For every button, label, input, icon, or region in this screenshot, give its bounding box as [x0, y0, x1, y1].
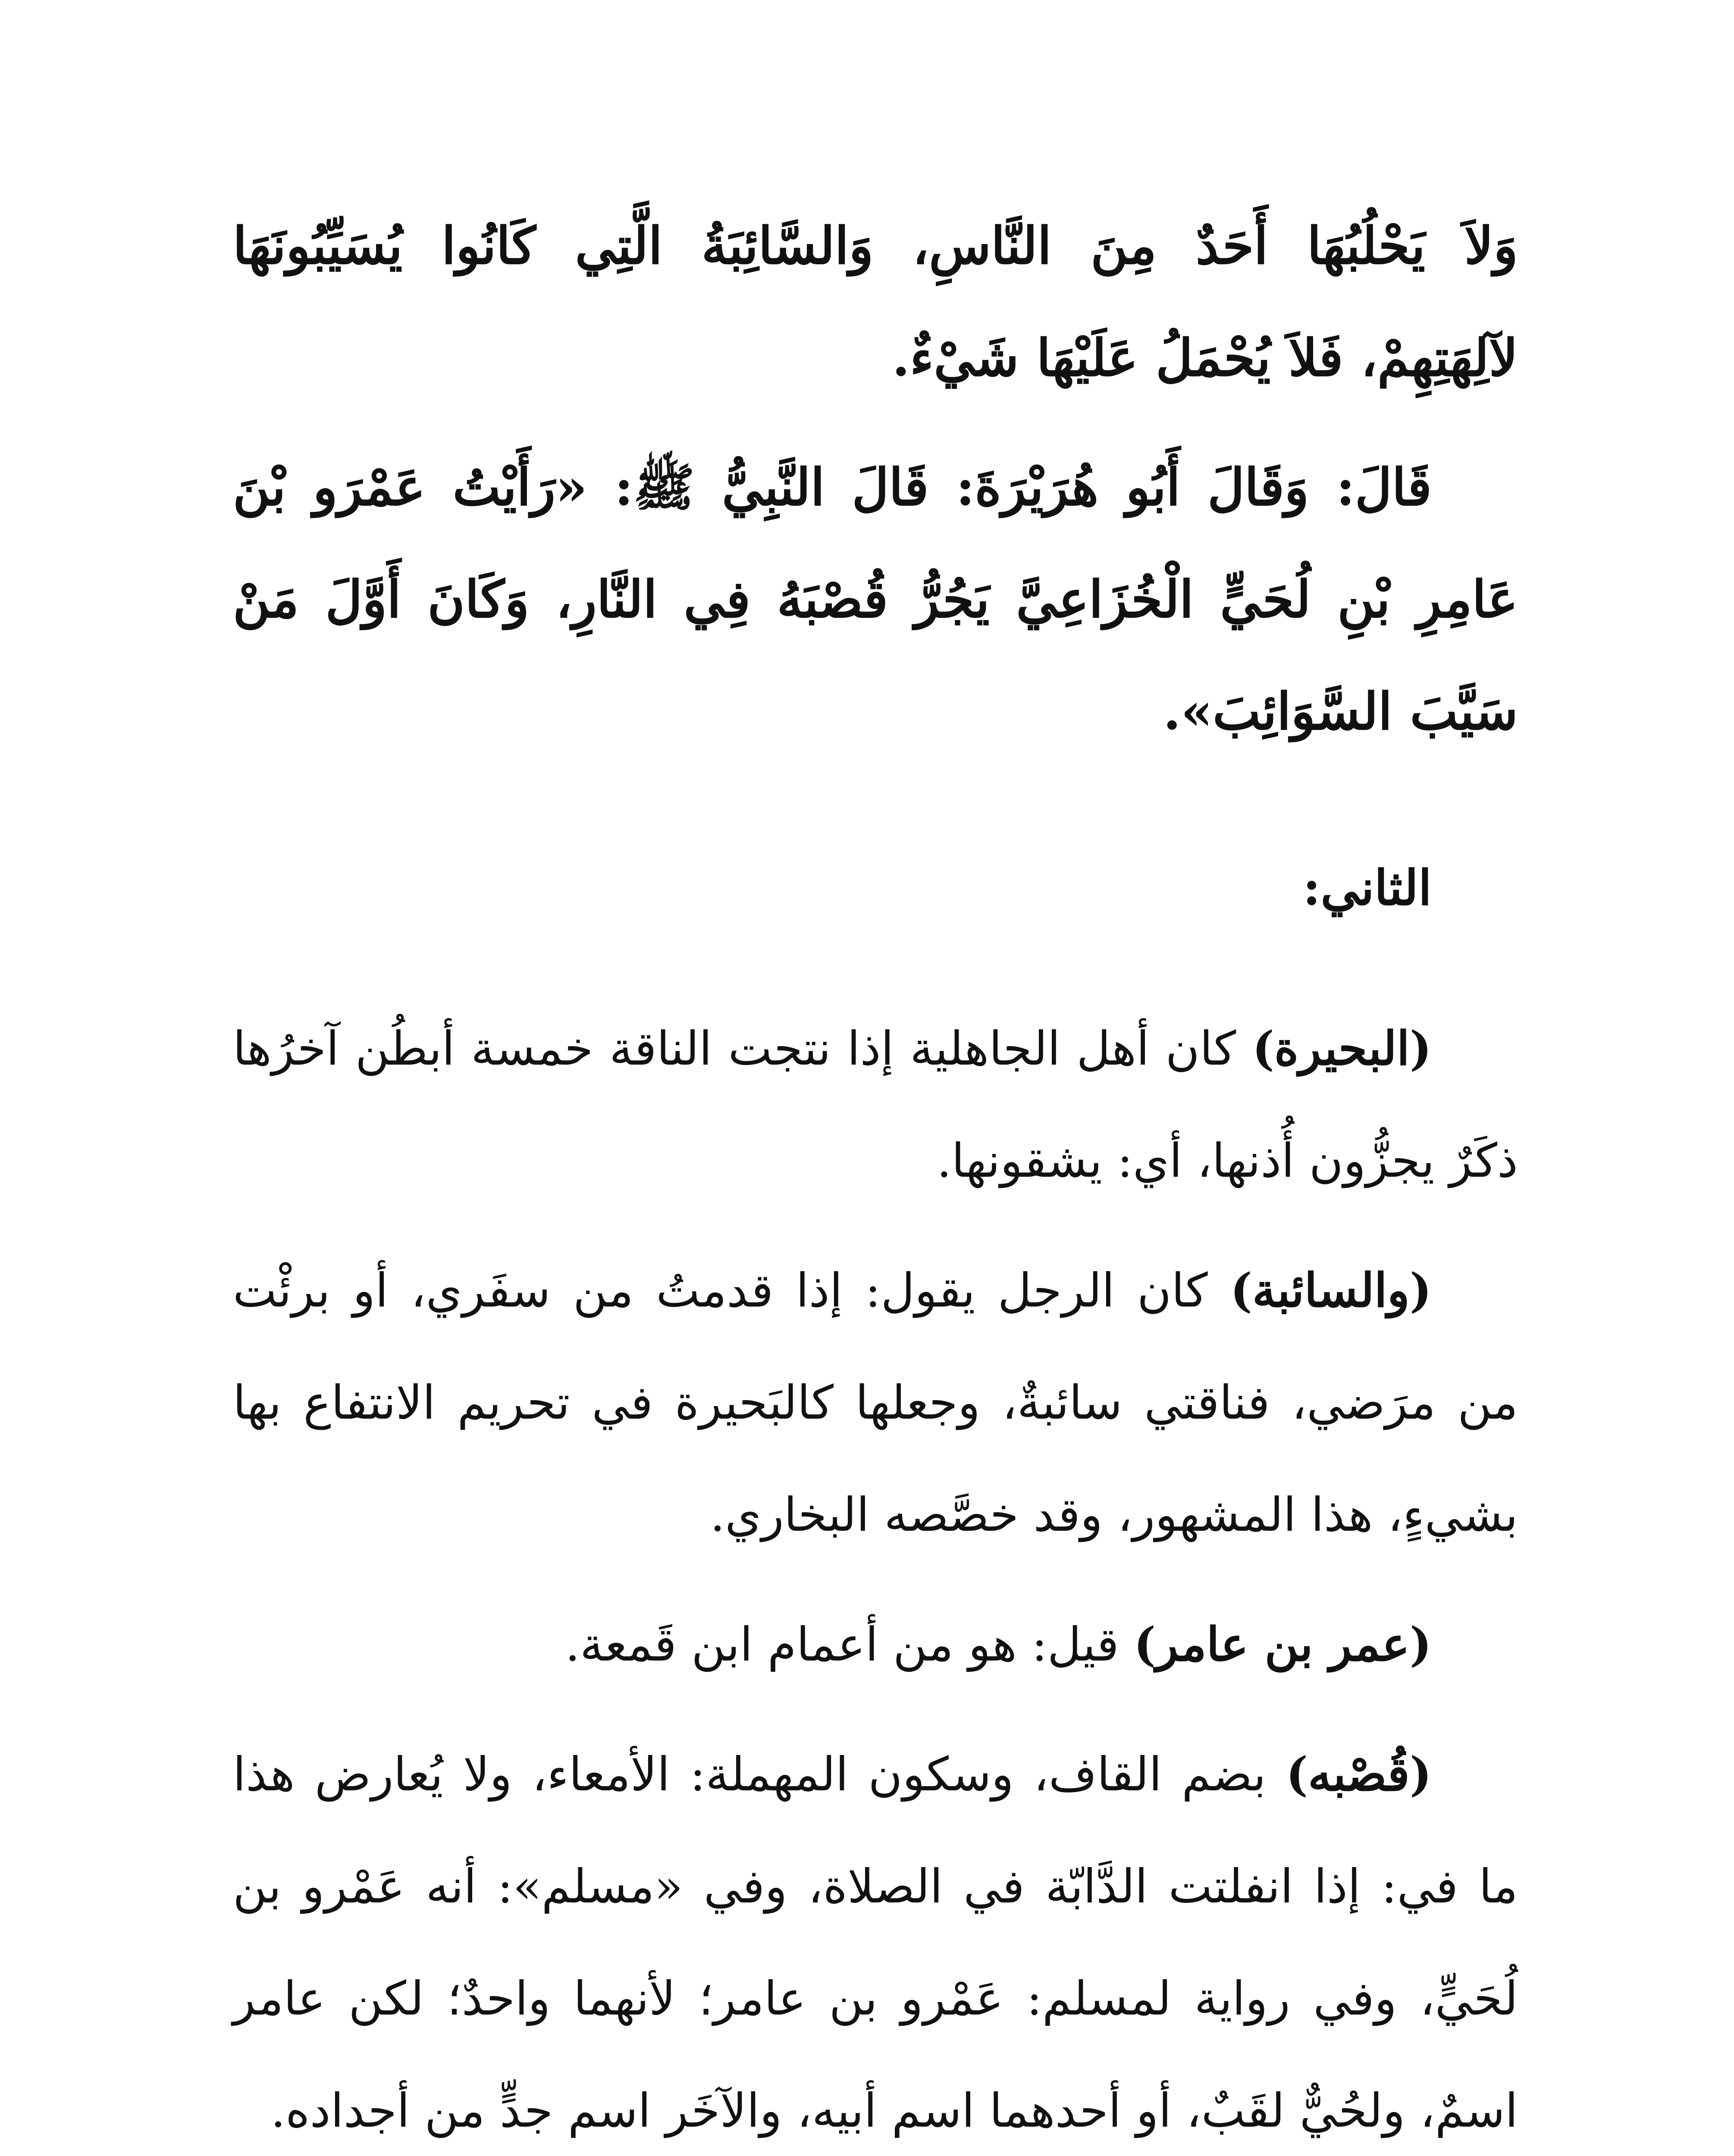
commentary-paragraph-saiba	[233, 1235, 1518, 1571]
text-bahira: كان أهل الجاهلية إذا نتجت الناقة خمسة أبطُن آخرُها ذكَرٌ يجزُّون أُذنها، أي: يشقونها.	[233, 1022, 1518, 1188]
section-heading: الثاني:	[1302, 860, 1432, 916]
page-body	[233, 190, 1518, 2156]
term-bahira: (البحيرة)	[1252, 1022, 1432, 1076]
text-saiba: كان الرجل يقول: إذا قدمتُ من سفَري، أو برئْت من مرَضي، فناقتي سائبةٌ، وجعلها كالبَحيرة في تحريم الانتفاع بها بشيءٍ، هذا المشهور، وقد خصَّصه البخاري.	[233, 1264, 1518, 1542]
term-saiba: (والسائبة)	[1230, 1263, 1432, 1318]
hadith-text-1: وَلاَ يَحْلُبُهَا أَحَدٌ مِنَ النَّاسِ، وَالسَّائِبَةُ الَّتِي كَانُوا يُسَيِّبُونَهَا لآلِهَتِهِمْ، فَلاَ يُحْمَلُ عَلَيْهَا شَيْءٌ.	[233, 216, 1518, 388]
text-qusb: بضم القاف، وسكون المهملة: الأمعاء، ولا يُعارض هذا ما في: إذا انفلتت الدَّابّة في الصلاة، وفي «مسلم»: أنه عَمْرو بن لُحَيٍّ، وفي رواية لمسلم: عَمْرو بن عامر؛ لأنهما واحدٌ؛ لكن عامر اسمٌ، ولحُيٌّ لقَبٌ، أو أحدهما اسم أبيه، والآخَر اسم جدٍّ من أجداده.	[233, 1748, 1518, 2138]
text-amr: قيل: هو من أعمام ابن قَمعة.	[565, 1618, 1134, 1672]
term-amr: (عمر بن عامر)	[1134, 1617, 1432, 1672]
commentary-paragraph-bahira	[233, 993, 1518, 1217]
term-qusb: (قُصْبه)	[1286, 1747, 1432, 1802]
commentary-paragraph-qusb	[233, 1718, 1518, 2156]
commentary-paragraph-amr	[233, 1589, 1518, 1701]
hadith-text-2: قَالَ: وَقَالَ أَبُو هُرَيْرَةَ: قَالَ النَّبِيُّ ﷺ: «رَأَيْتُ عَمْرَو بْنَ عَامِرِ بْنِ لُحَيٍّ الْخُزَاعِيَّ يَجُرُّ قُصْبَهُ فِي النَّارِ، وَكَانَ أَوَّلَ مَنْ سَيَّبَ السَّوَائِبَ».	[233, 457, 1518, 741]
